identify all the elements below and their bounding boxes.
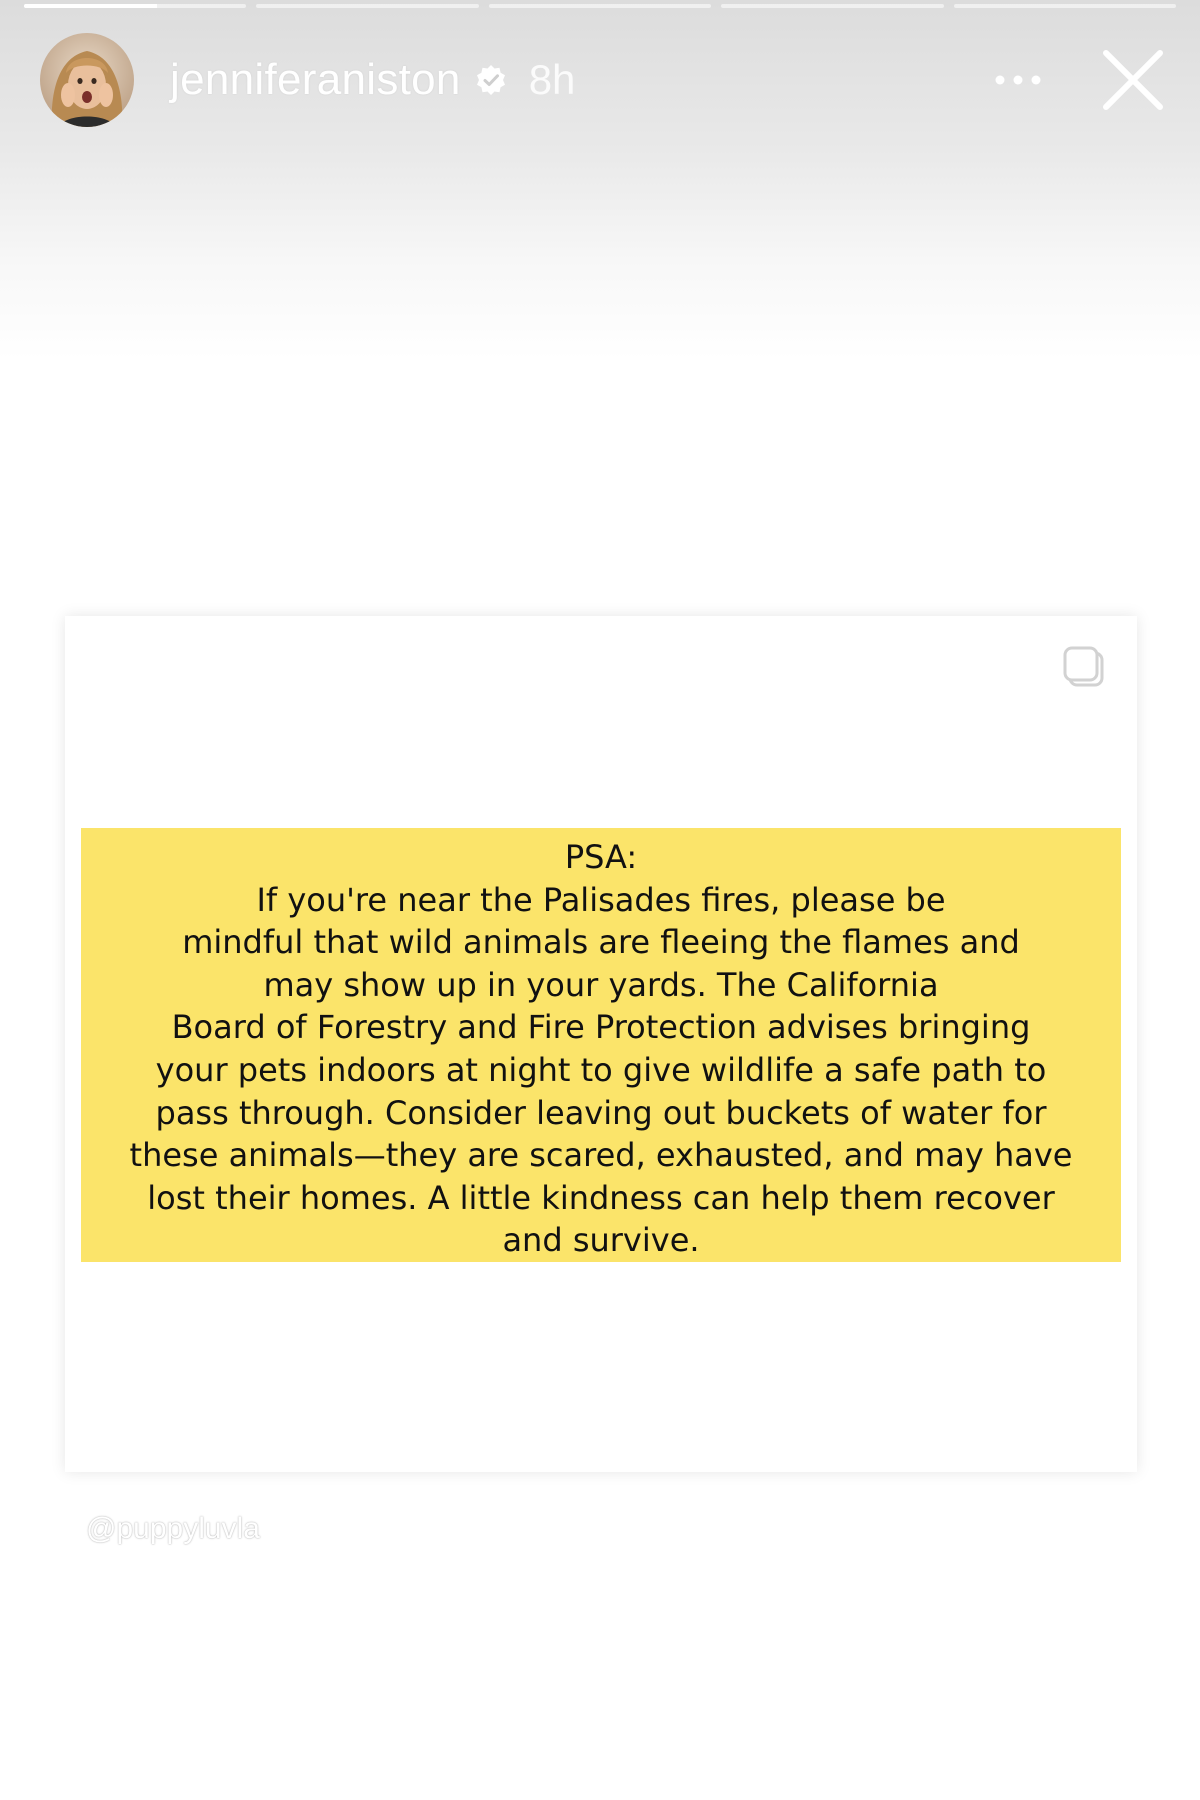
- close-icon[interactable]: [1096, 43, 1170, 117]
- psa-line: Board of Forestry and Fire Protection advises bringing: [171, 1008, 1031, 1047]
- progress-segment: [954, 4, 1176, 8]
- post-time: 8h: [528, 56, 576, 103]
- carousel-multiple-icon: [1061, 644, 1109, 692]
- psa-line: pass through. Consider leaving out buckets of water for: [155, 1093, 1047, 1132]
- source-credit[interactable]: @puppyluvla: [86, 1512, 260, 1545]
- avatar-image: [40, 33, 134, 127]
- psa-line: your pets indoors at night to give wildlife a safe path to: [155, 1050, 1047, 1089]
- progress-segment: [256, 4, 478, 8]
- verified-badge-icon: [475, 64, 507, 96]
- profile-avatar[interactable]: [40, 33, 134, 127]
- psa-text-block: [81, 828, 1121, 1262]
- psa-line: and survive.: [502, 1221, 700, 1260]
- username[interactable]: jenniferaniston: [170, 55, 461, 104]
- psa-title: PSA:: [564, 838, 638, 876]
- progress-segment: [24, 4, 246, 8]
- progress-segment: [489, 4, 711, 8]
- more-options-icon[interactable]: [988, 60, 1048, 100]
- psa-line: mindful that wild animals are fleeing the flames and: [182, 923, 1020, 962]
- psa-line: these animals—they are scared, exhausted, and may have: [129, 1136, 1073, 1175]
- progress-segment: [721, 4, 943, 8]
- psa-line: lost their homes. A little kindness can help them recover: [147, 1178, 1055, 1217]
- psa-line: If you're near the Palisades fires, please be: [256, 880, 946, 919]
- shared-post-card[interactable]: [65, 616, 1137, 1472]
- story-progress-bar: [24, 4, 1176, 10]
- psa-line: may show up in your yards. The California: [263, 965, 939, 1004]
- story-header: [40, 30, 1170, 130]
